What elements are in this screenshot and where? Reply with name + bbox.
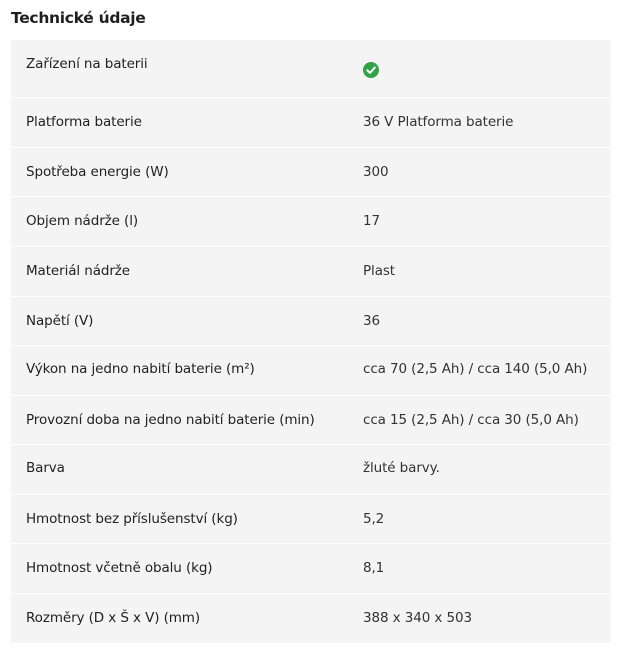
table-row [11, 148, 611, 197]
spec-value: 36 V Platforma baterie [363, 114, 514, 130]
table-row [11, 40, 611, 98]
spec-label: Výkon na jedno nabití baterie (m²) [26, 361, 255, 377]
table-row [11, 297, 611, 346]
spec-label: Rozměry (D x Š x V) (mm) [26, 610, 201, 626]
spec-label: Hmotnost včetně obalu (kg) [26, 560, 213, 576]
table-row [11, 247, 611, 297]
spec-label: Zařízení na baterii [26, 56, 148, 72]
spec-value: 17 [363, 213, 380, 229]
page-title: Technické údaje [11, 9, 146, 27]
spec-label: Platforma baterie [26, 114, 142, 130]
spec-label: Barva [26, 460, 65, 476]
spec-value: cca 70 (2,5 Ah) / cca 140 (5,0 Ah) [363, 361, 588, 377]
table-row [11, 594, 611, 643]
spec-value: 36 [363, 313, 380, 329]
spec-label: Hmotnost bez příslušenství (kg) [26, 511, 238, 527]
checkmark-icon [363, 62, 379, 78]
table-row [11, 396, 611, 445]
table-row [11, 495, 611, 544]
spec-label: Materiál nádrže [26, 263, 130, 279]
spec-value: 8,1 [363, 560, 385, 576]
table-row [11, 197, 611, 247]
specs-table [11, 40, 611, 643]
table-row [11, 445, 611, 495]
spec-value: cca 15 (2,5 Ah) / cca 30 (5,0 Ah) [363, 412, 579, 428]
spec-label: Objem nádrže (l) [26, 213, 139, 229]
spec-value: 300 [363, 164, 389, 180]
table-row [11, 98, 611, 148]
spec-label: Provozní doba na jedno nabití baterie (min) [26, 412, 315, 428]
spec-label: Napětí (V) [26, 313, 94, 329]
spec-value: 5,2 [363, 511, 385, 527]
table-row [11, 346, 611, 396]
spec-value: Plast [363, 263, 395, 279]
spec-label: Spotřeba energie (W) [26, 164, 169, 180]
table-row [11, 544, 611, 594]
spec-value: žluté barvy. [363, 460, 440, 476]
spec-value: 388 x 340 x 503 [363, 610, 472, 626]
